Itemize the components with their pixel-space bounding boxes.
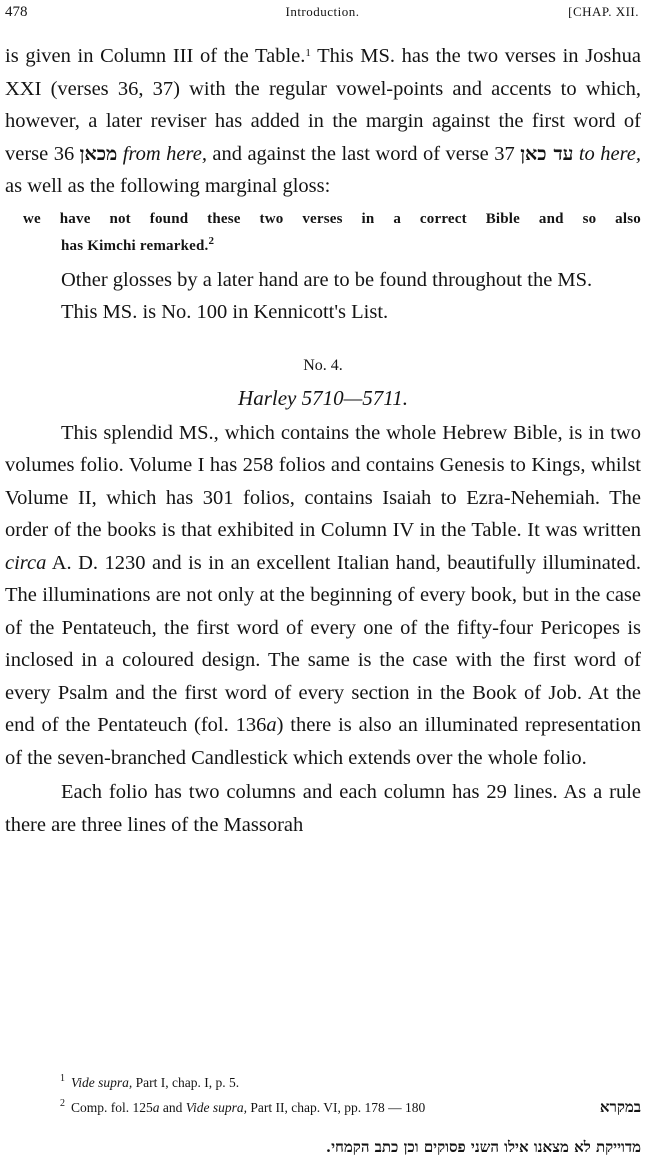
footnote-2-italic-vide: Vide supra, bbox=[185, 1100, 248, 1115]
page-number: 478 bbox=[5, 4, 28, 20]
text-run: This splendid MS., which contains the whole Hebrew Bible, is in two volumes folio. Volume I has 258 folios and contains Genesis to Kings, whilst Volume II, which has 301 folios, contains Isaiah to Ezra-Nehemiah. The order of the books is that exhibited in Column IV in the Table. It was written bbox=[5, 421, 641, 541]
paragraph-kennicott: This MS. is No. 100 in Kennicott's List. bbox=[61, 301, 389, 323]
footnote-2-hebrew-line: מדוייקת לא מצאנו אילו השני פסוקים וכן כתב הקמחי. bbox=[325, 1138, 641, 1156]
italic-folio-a: a bbox=[266, 714, 277, 736]
footnote-2-text: Part II, chap. VI, pp. 178 — 180 bbox=[247, 1100, 426, 1115]
footnote-1-mark: 1 bbox=[60, 1073, 65, 1084]
italic-from-here: from here, bbox=[122, 142, 207, 165]
text-run: This MS. has the two verses in Joshua XXI (verses 36, 37) with the regular vowel-points and accents to which, however, a later reviser has added in the margin against the first word of verse 36 bbox=[5, 45, 641, 165]
text-run: ) there is also an illuminated representation of the seven-branched Candlestick which extends over the whole folio. bbox=[5, 714, 641, 769]
footnote-2-text: Comp. fol. 125 bbox=[71, 1100, 153, 1115]
italic-circa: circa bbox=[5, 551, 47, 574]
paragraph-ms-description bbox=[5, 40, 641, 203]
italic-to-here: to here, bbox=[578, 142, 642, 165]
footnote-2-hebrew-word: במקרא bbox=[599, 1098, 641, 1116]
section-title: Harley 5710—5711. bbox=[238, 385, 408, 410]
footnote-2-mark: 2 bbox=[60, 1098, 65, 1109]
footnotes bbox=[5, 1070, 641, 1175]
gloss-line-1: we have not found these two verses in a correct Bible and so also bbox=[23, 210, 641, 227]
chapter-marker: [CHAP. XII. bbox=[568, 4, 639, 19]
footnote-2 bbox=[5, 1095, 641, 1120]
gloss-line-2 bbox=[23, 233, 641, 260]
footnote-ref-1: 1 bbox=[305, 47, 311, 59]
hebrew-word-mikan: מכאן bbox=[79, 142, 118, 165]
running-title: Introduction. bbox=[285, 4, 360, 19]
text-run: A. D. 1230 and is in an excellent Italian hand, beautifully illuminated. The illuminations are not only at the beginning of every book, but in the case of the Pentateuch, the first word of every one of the fifty-four Pericopes is inclosed in a coloured design. The same is the case with the first word of every Psalm and the first word of every section in the Book of Job. At the end of the Pentateuch (fol. 136 bbox=[5, 551, 641, 736]
text-run: is given in Column III of the Table. bbox=[5, 45, 306, 67]
footnote-2-text: and bbox=[159, 1100, 186, 1115]
footnote-2-italic-a: a bbox=[152, 1100, 160, 1115]
footnote-1-italic: Vide supra, bbox=[71, 1075, 133, 1090]
hebrew-phrase-ad-kan: עד כאן bbox=[520, 142, 574, 165]
footnote-1 bbox=[5, 1070, 641, 1095]
section-number: No. 4. bbox=[303, 356, 343, 374]
marginal-gloss bbox=[23, 206, 641, 260]
footnote-ref-2: 2 bbox=[208, 234, 215, 247]
paragraph-folio-columns: Each folio has two columns and each column has 29 lines. As a rule there are three lines of the Massorah bbox=[5, 781, 641, 836]
text-run: as well as the following marginal gloss: bbox=[5, 175, 331, 197]
footnote-1-text: Part I, chap. I, p. 5. bbox=[132, 1075, 240, 1090]
gloss-text: has Kimchi remarked. bbox=[61, 237, 209, 254]
page-body bbox=[5, 40, 641, 841]
section-spacer bbox=[5, 329, 641, 351]
paragraph-harley bbox=[5, 417, 641, 775]
text-run: and against the last word of verse 37 bbox=[206, 142, 521, 165]
paragraph-other-glosses: Other glosses by a later hand are to be found throughout the MS. bbox=[61, 268, 593, 291]
